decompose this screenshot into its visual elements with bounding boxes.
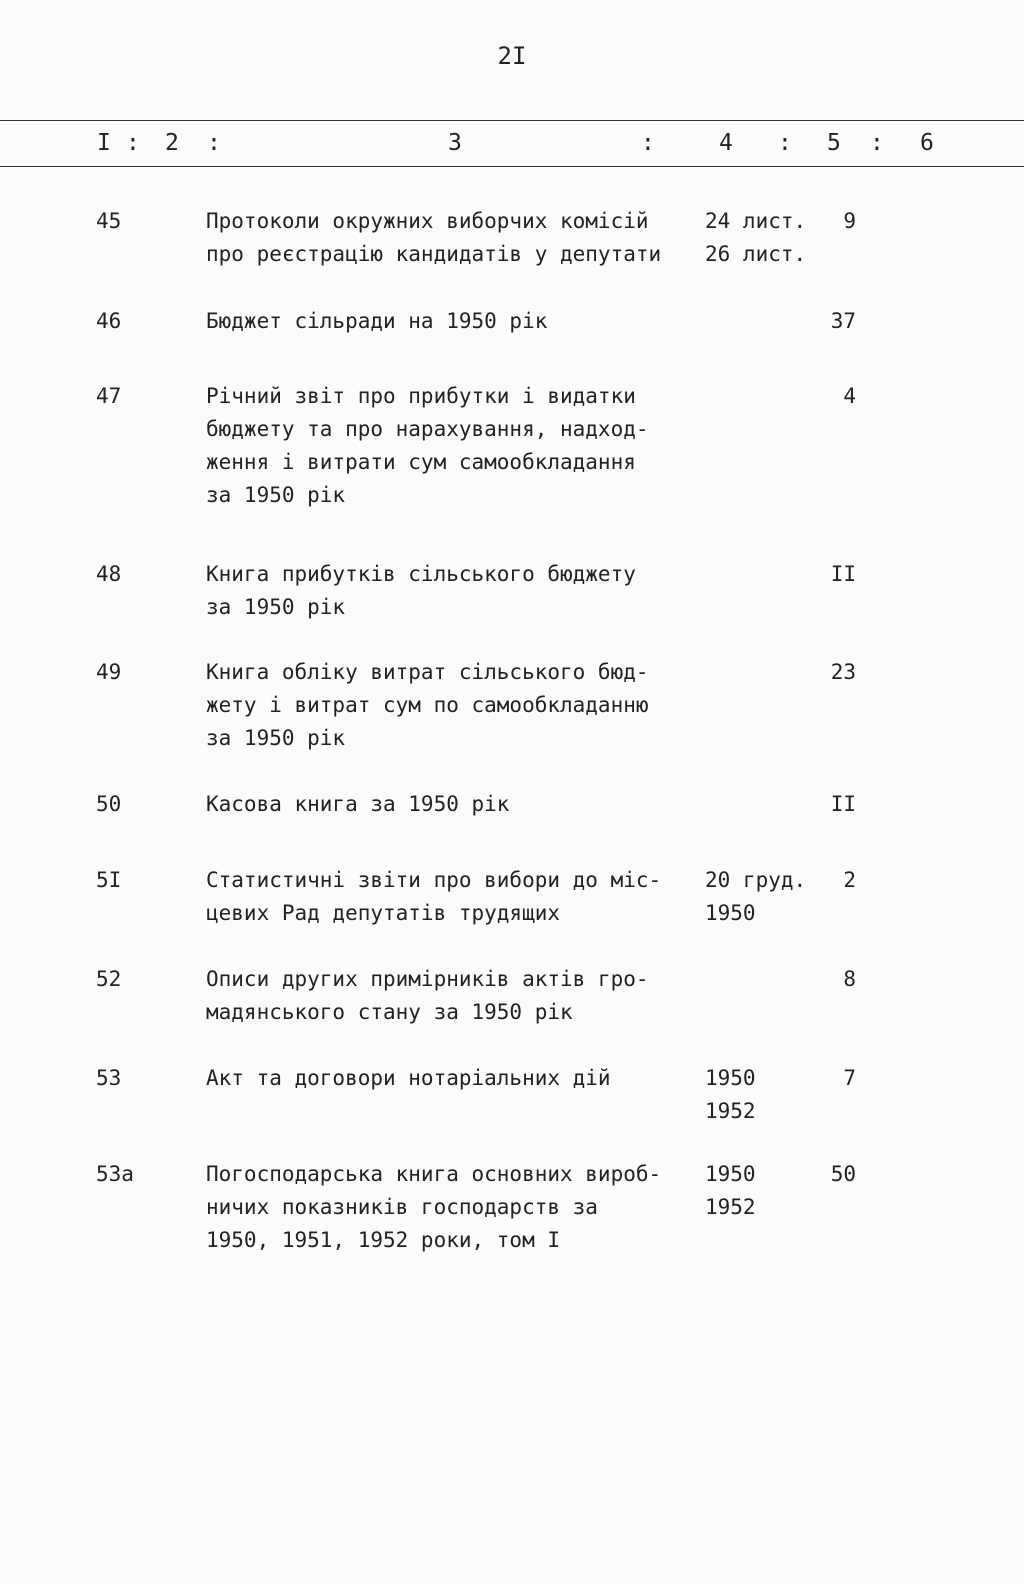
item-number: 53а xyxy=(96,1162,134,1186)
item-title-line: Статистичні звіти про вибори до міс- xyxy=(206,868,662,892)
header-separator: : xyxy=(207,130,221,156)
header-col-2: 2 xyxy=(165,130,179,156)
item-number: 46 xyxy=(96,309,122,333)
header-col-6: 6 xyxy=(920,130,934,156)
item-title-line: Акт та договори нотаріальних дій xyxy=(206,1066,611,1090)
item-sheet-count: 8 xyxy=(843,967,856,991)
item-sheet-count: 7 xyxy=(843,1066,856,1090)
item-title xyxy=(206,788,706,821)
page-number: 2I xyxy=(497,42,527,70)
item-number: 53 xyxy=(96,1066,122,1090)
item-title-line: мадянського стану за 1950 рік xyxy=(206,1000,573,1024)
item-title xyxy=(206,380,706,512)
item-date-line: 24 лист. xyxy=(705,209,807,233)
item-number: 50 xyxy=(96,792,122,816)
header-separator: : xyxy=(778,130,792,156)
header-col-5: 5 xyxy=(827,130,841,156)
item-number: 52 xyxy=(96,967,122,991)
item-title xyxy=(206,864,706,930)
item-date-line: 1950 xyxy=(705,1162,756,1186)
item-number: 48 xyxy=(96,562,122,586)
item-title xyxy=(206,1158,706,1257)
item-title-line: Книга прибутків сільського бюджету xyxy=(206,562,636,586)
item-title xyxy=(206,205,706,271)
item-title xyxy=(206,558,706,624)
item-title xyxy=(206,305,706,338)
item-sheet-count: II xyxy=(830,562,856,586)
item-title-line: жету і витрат сум по самообкладанню xyxy=(206,693,649,717)
header-col-4: 4 xyxy=(719,130,733,156)
item-title-line: ничих показників господарств за xyxy=(206,1195,598,1219)
item-title-line: бюджету та про нарахування, надход- xyxy=(206,417,649,441)
header-separator: : xyxy=(870,130,884,156)
item-title-line: Бюджет сільради на 1950 рік xyxy=(206,309,548,333)
item-title xyxy=(206,963,706,1029)
item-number: 45 xyxy=(96,209,122,233)
item-sheet-count: 9 xyxy=(843,209,856,233)
item-title-line: Погосподарська книга основних вироб- xyxy=(206,1162,662,1186)
item-date-line: 1952 xyxy=(705,1099,756,1123)
item-title-line: 1950, 1951, 1952 роки, том I xyxy=(206,1228,561,1252)
item-number: 49 xyxy=(96,660,122,684)
item-date-line: 1950 xyxy=(705,1066,756,1090)
item-number: 5I xyxy=(96,868,122,892)
item-title-line: Касова книга за 1950 рік xyxy=(206,792,510,816)
header-separator: : xyxy=(641,130,655,156)
item-date-line: 20 груд. xyxy=(705,868,807,892)
item-title-line: за 1950 рік xyxy=(206,595,346,619)
item-title-line: Протоколи окружних виборчих комісій xyxy=(206,209,649,233)
item-sheet-count: 50 xyxy=(830,1162,856,1186)
header-col-3: 3 xyxy=(448,130,462,156)
item-title-line: Річний звіт про прибутки і видатки xyxy=(206,384,636,408)
header-bottom-rule xyxy=(0,166,1024,167)
item-title xyxy=(206,656,706,755)
item-number: 47 xyxy=(96,384,122,408)
item-title-line: про реєстрацію кандидатів у депутати xyxy=(206,242,662,266)
item-sheet-count: 37 xyxy=(830,309,856,333)
item-title-line: цевих Рад депутатів трудящих xyxy=(206,901,561,925)
item-title-line: за 1950 рік xyxy=(206,483,346,507)
item-sheet-count: 2 xyxy=(843,868,856,892)
item-sheet-count: II xyxy=(830,792,856,816)
item-title-line: ження і витрати сум самообкладання xyxy=(206,450,636,474)
item-title xyxy=(206,1062,706,1095)
header-separator: : xyxy=(126,130,140,156)
item-date-line: 1950 xyxy=(705,901,756,925)
item-date-line: 1952 xyxy=(705,1195,756,1219)
item-title-line: Описи других примірників актів гро- xyxy=(206,967,649,991)
header-top-rule xyxy=(0,120,1024,121)
item-title-line: за 1950 рік xyxy=(206,726,346,750)
item-sheet-count: 23 xyxy=(830,660,856,684)
header-col-1: I xyxy=(97,130,111,156)
item-date-line: 26 лист. xyxy=(705,242,807,266)
item-title-line: Книга обліку витрат сільського бюд- xyxy=(206,660,649,684)
item-sheet-count: 4 xyxy=(843,384,856,408)
